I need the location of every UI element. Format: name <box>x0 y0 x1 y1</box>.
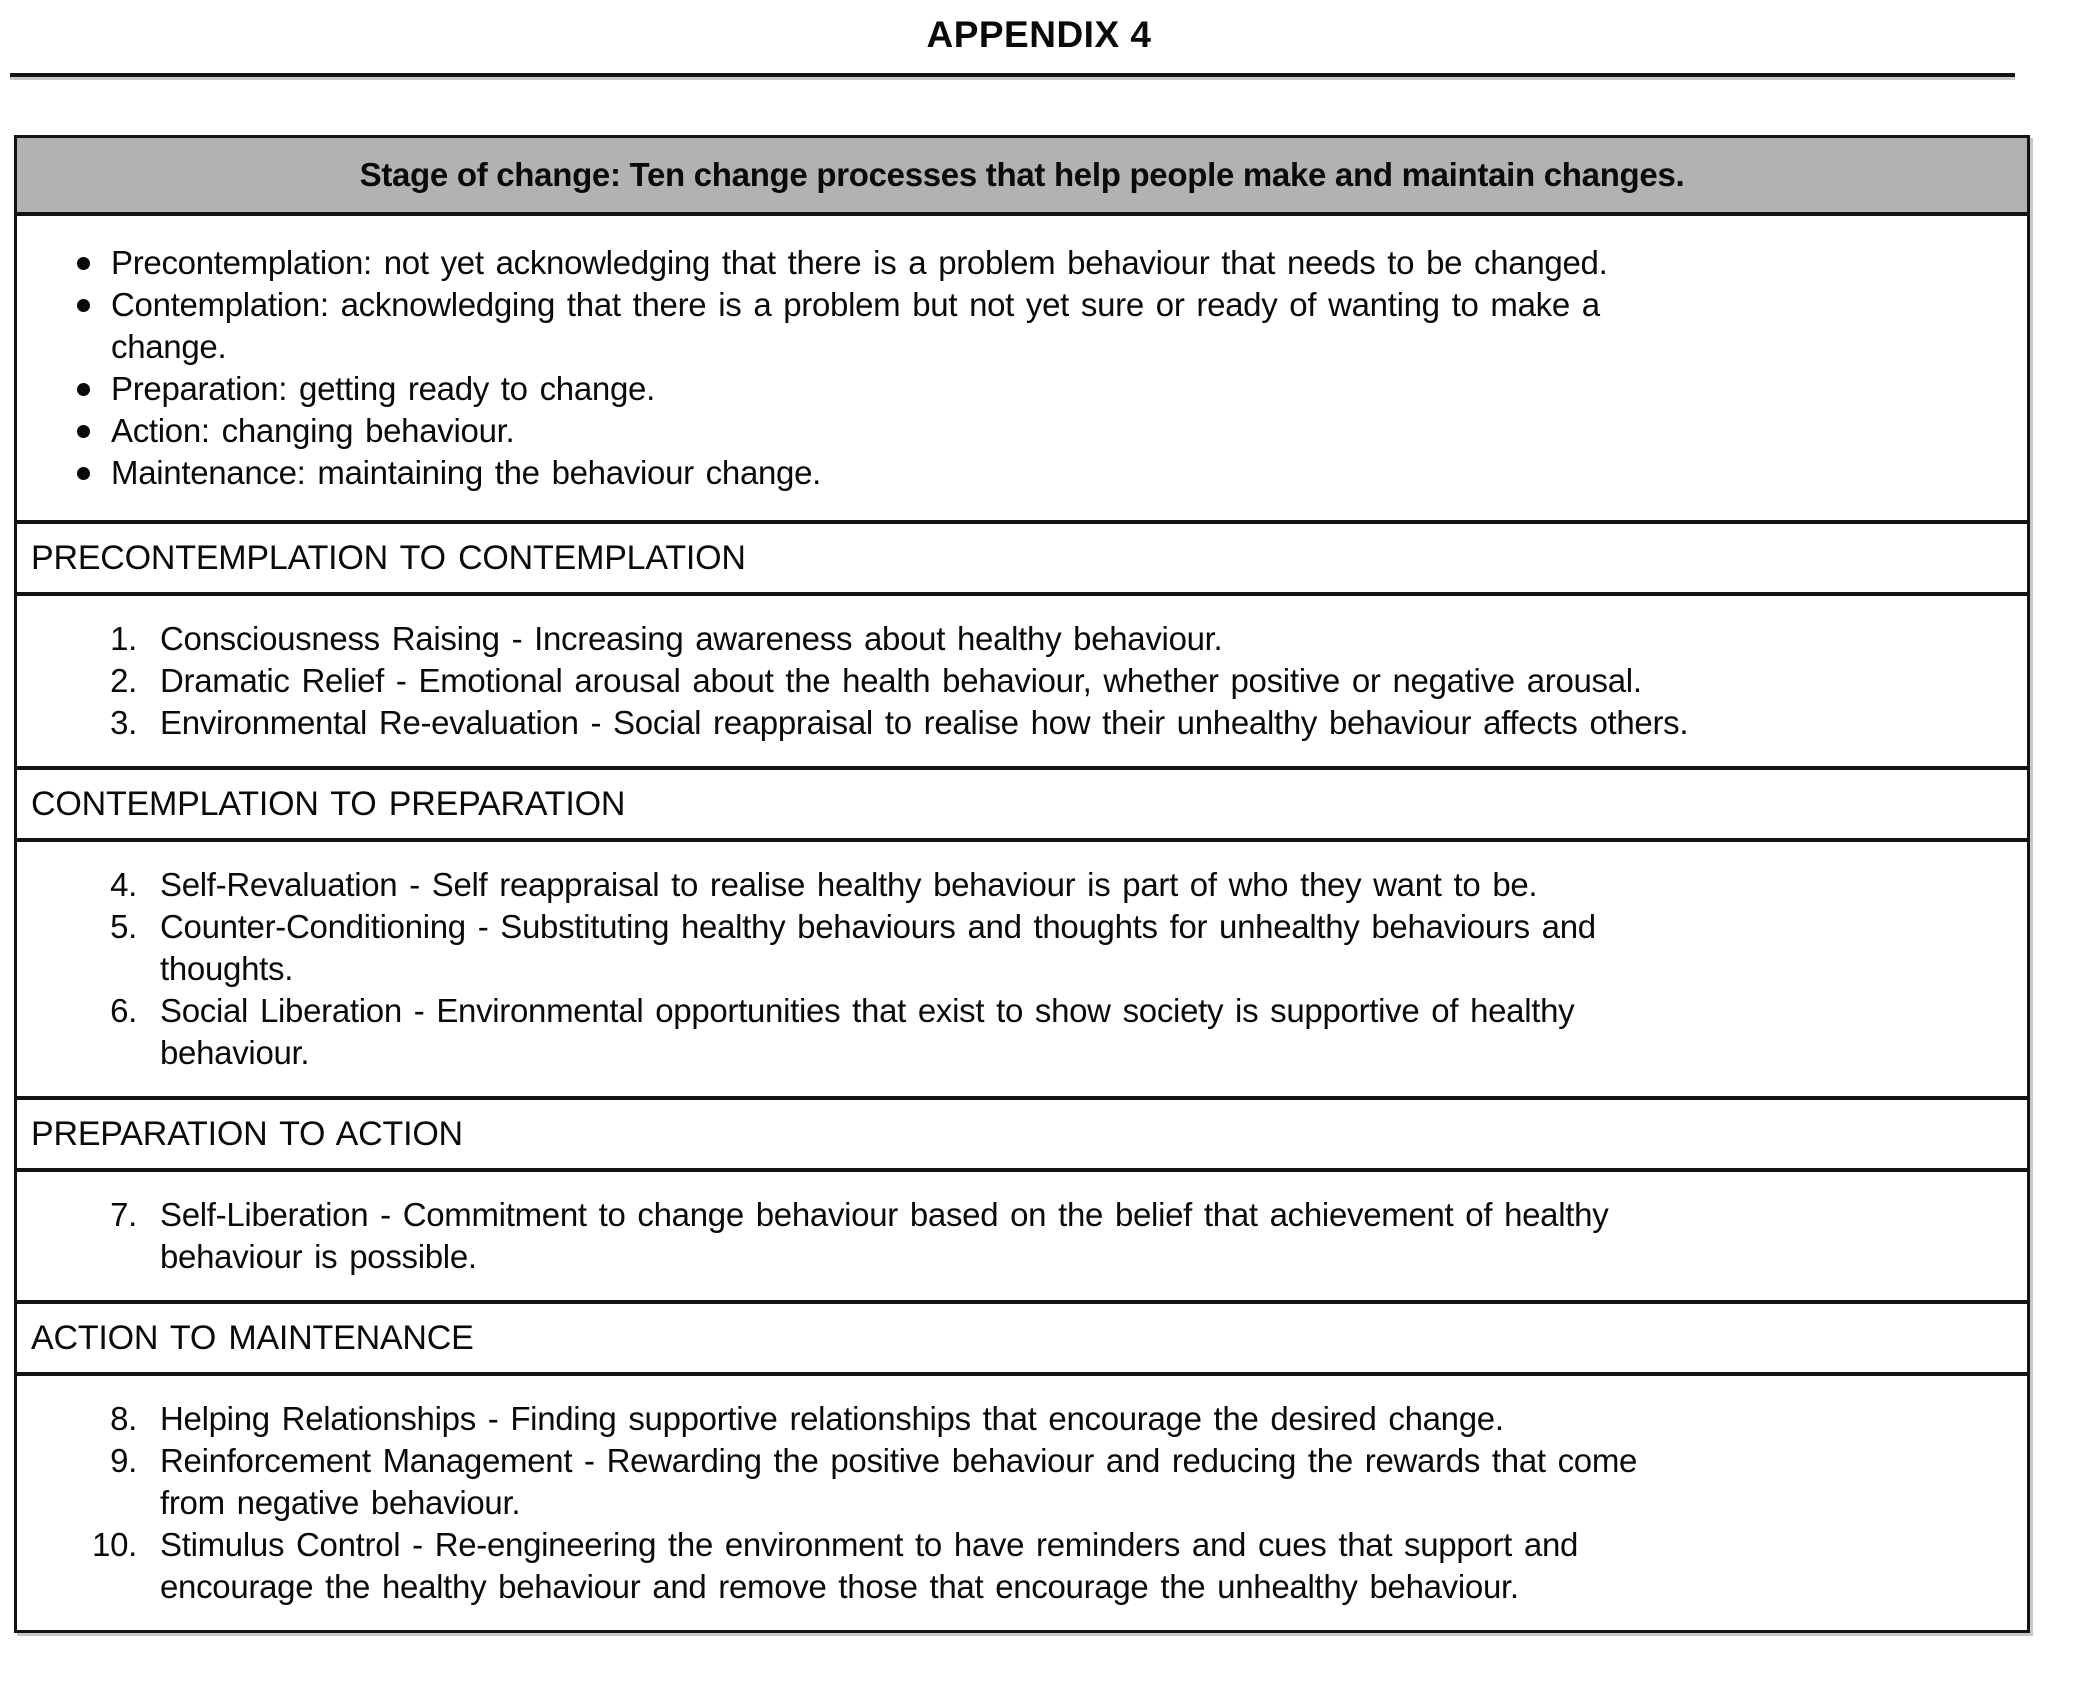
item-number: 1. <box>110 620 137 657</box>
section-heading: ACTION TO MAINTENANCE <box>17 1300 2027 1372</box>
item-number: 7. <box>110 1196 137 1233</box>
table-header: Stage of change: Ten change processes that help people make and maintain changes. <box>17 138 2027 212</box>
stages-bullet-list <box>17 212 2027 520</box>
text-line: Reinforcement Management - Rewarding the positive behaviour and reducing the rewards that come <box>160 1442 1638 1479</box>
item-text <box>160 1440 2001 1524</box>
item-text <box>160 1398 2001 1440</box>
list-item <box>17 368 2001 410</box>
bullet-icon <box>77 425 90 438</box>
item-text <box>160 618 2001 660</box>
section-items <box>17 1372 2027 1630</box>
numbered-item <box>17 990 2001 1074</box>
text-line: Contemplation: acknowledging that there is a problem but not yet sure or ready of wanting to make a <box>111 286 1600 323</box>
item-number: 9. <box>110 1442 137 1479</box>
section-items <box>17 1168 2027 1300</box>
text-line: Self-Revaluation - Self reappraisal to realise healthy behaviour is part of who they want to be. <box>160 866 1538 903</box>
text-line: Social Liberation - Environmental opportunities that exist to show society is supportive of healthy <box>160 992 1575 1029</box>
text-line: behaviour is possible. <box>160 1238 477 1275</box>
text-line: from negative behaviour. <box>160 1484 521 1521</box>
text-line: Environmental Re-evaluation - Social reappraisal to realise how their unhealthy behaviour affects others. <box>160 704 1689 741</box>
text-line: encourage the healthy behaviour and remove those that encourage the unhealthy behaviour. <box>160 1568 1519 1605</box>
text-line: behaviour. <box>160 1034 310 1071</box>
numbered-item <box>17 702 2001 744</box>
item-number: 8. <box>110 1400 137 1437</box>
list-item-text <box>111 452 2001 494</box>
list-item-text <box>111 242 2001 284</box>
stages-of-change-table <box>14 135 2030 1633</box>
item-text <box>160 990 2001 1074</box>
numbered-item <box>17 1398 2001 1440</box>
text-line: Precontemplation: not yet acknowledging that there is a problem behaviour that needs to be changed. <box>111 244 1608 281</box>
numbered-item <box>17 906 2001 990</box>
bullet-icon <box>77 299 90 312</box>
item-text <box>160 1524 2001 1608</box>
text-line: Self-Liberation - Commitment to change behaviour based on the belief that achievement of healthy <box>160 1196 1609 1233</box>
section-heading: PREPARATION TO ACTION <box>17 1096 2027 1168</box>
numbered-item <box>17 1440 2001 1524</box>
item-number: 2. <box>110 662 137 699</box>
numbered-item <box>17 1194 2001 1278</box>
text-line: change. <box>111 328 227 365</box>
text-line: Helping Relationships - Finding supportive relationships that encourage the desired change. <box>160 1400 1504 1437</box>
text-line: thoughts. <box>160 950 294 987</box>
list-item-text <box>111 284 2001 368</box>
item-number: 6. <box>110 992 137 1029</box>
numbered-item <box>17 660 2001 702</box>
title-rule <box>10 73 2015 77</box>
item-text <box>160 864 2001 906</box>
item-text <box>160 702 2001 744</box>
item-number: 5. <box>110 908 137 945</box>
text-line: Action: changing behaviour. <box>111 412 515 449</box>
bullet-icon <box>77 467 90 480</box>
text-line: Dramatic Relief - Emotional arousal about the health behaviour, whether positive or negative arousal. <box>160 662 1642 699</box>
numbered-item <box>17 618 2001 660</box>
page-title: APPENDIX 4 <box>926 14 1152 55</box>
text-line: Stimulus Control - Re-engineering the environment to have reminders and cues that support and <box>160 1526 1579 1563</box>
text-line: Maintenance: maintaining the behaviour change. <box>111 454 822 491</box>
list-item <box>17 242 2001 284</box>
section-heading: PRECONTEMPLATION TO CONTEMPLATION <box>17 520 2027 592</box>
item-text <box>160 906 2001 990</box>
numbered-item <box>17 1524 2001 1608</box>
section-heading: CONTEMPLATION TO PREPARATION <box>17 766 2027 838</box>
list-item-text <box>111 368 2001 410</box>
section-items <box>17 592 2027 766</box>
item-number: 10. <box>92 1526 137 1563</box>
bullet-icon <box>77 257 90 270</box>
list-item-text <box>111 410 2001 452</box>
item-text <box>160 660 2001 702</box>
list-item <box>17 284 2001 368</box>
bullet-icon <box>77 383 90 396</box>
list-item <box>17 410 2001 452</box>
item-number: 3. <box>110 704 137 741</box>
list-item <box>17 452 2001 494</box>
text-line: Counter-Conditioning - Substituting healthy behaviours and thoughts for unhealthy behaviours and <box>160 908 1596 945</box>
item-number: 4. <box>110 866 137 903</box>
text-line: Consciousness Raising - Increasing awareness about healthy behaviour. <box>160 620 1223 657</box>
numbered-item <box>17 864 2001 906</box>
section-items <box>17 838 2027 1096</box>
text-line: Preparation: getting ready to change. <box>111 370 655 407</box>
item-text <box>160 1194 2001 1278</box>
